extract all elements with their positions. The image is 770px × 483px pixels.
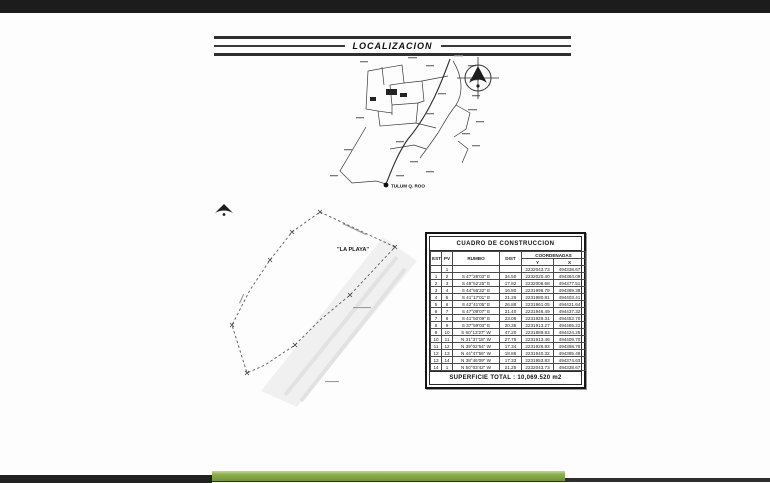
cell-pv: 13 bbox=[442, 350, 453, 357]
table-row bbox=[431, 350, 586, 357]
table-row bbox=[431, 322, 586, 329]
location-dot-icon bbox=[384, 183, 389, 188]
cell-rumbo: S 41°50'09" E bbox=[453, 315, 500, 322]
col-y: Y bbox=[522, 259, 554, 266]
cell-pv: 14 bbox=[442, 357, 453, 364]
cell-y: 2231980.81 bbox=[522, 294, 554, 301]
cell-y: 2231946.49 bbox=[522, 308, 554, 315]
cell-dist: 47.20 bbox=[500, 329, 522, 336]
cell-rumbo: S 47°09'07" E bbox=[453, 308, 500, 315]
construction-table-title: CUADRO DE CONSTRUCCION bbox=[430, 237, 581, 251]
cell-x: 494398.78 bbox=[554, 343, 586, 350]
cell-est: 2 bbox=[431, 280, 442, 287]
cell-rumbo: N 38°46'09" W bbox=[453, 357, 500, 364]
cell-est: 5 bbox=[431, 301, 442, 308]
cell-y: 2232008.68 bbox=[522, 280, 554, 287]
col-coordenadas: COORDENADAS bbox=[522, 252, 586, 259]
table-row bbox=[431, 266, 586, 273]
table-row bbox=[431, 273, 586, 280]
cell-est: 3 bbox=[431, 287, 442, 294]
page-title: LOCALIZACION bbox=[352, 41, 433, 51]
cell-x: 494374.63 bbox=[554, 357, 586, 364]
cell-rumbo bbox=[453, 266, 500, 273]
cell-est: 1 bbox=[431, 273, 442, 280]
cell-x: 494364.09 bbox=[554, 273, 586, 280]
cell-est: 11 bbox=[431, 343, 442, 350]
cell-y: 2231961.05 bbox=[522, 301, 554, 308]
cell-y: 2231913.46 bbox=[522, 336, 554, 343]
cell-y: 2231926.93 bbox=[522, 343, 554, 350]
cell-rumbo: N 31°37'18" W bbox=[453, 336, 500, 343]
table-row bbox=[431, 315, 586, 322]
cell-y: 2232020.40 bbox=[522, 273, 554, 280]
construction-table bbox=[425, 232, 586, 389]
cell-y: 2231996.79 bbox=[522, 287, 554, 294]
coordinates-table bbox=[430, 251, 586, 371]
cell-rumbo: S 42°41'05" E bbox=[453, 301, 500, 308]
table-row bbox=[431, 329, 586, 336]
cell-pv: 6 bbox=[442, 301, 453, 308]
cell-dist: 18.86 bbox=[500, 350, 522, 357]
viewer-top-bar bbox=[0, 0, 770, 13]
cell-rumbo: S 44°56'32" E bbox=[453, 287, 500, 294]
cell-pv: 1 bbox=[442, 266, 453, 273]
cell-est: 6 bbox=[431, 308, 442, 315]
cell-pv: 5 bbox=[442, 294, 453, 301]
cell-y: 2232043.73 bbox=[522, 364, 554, 371]
banner-rule-top bbox=[214, 36, 571, 39]
col-pv: PV bbox=[442, 252, 453, 266]
cell-x: 494409.70 bbox=[554, 336, 586, 343]
cell-est: 14 bbox=[431, 364, 442, 371]
cell-pv: 8 bbox=[442, 315, 453, 322]
cell-dist: 21.25 bbox=[500, 364, 522, 371]
cell-dist: 26.88 bbox=[500, 301, 522, 308]
north-arrow-icon bbox=[215, 204, 233, 216]
table-row bbox=[431, 301, 586, 308]
cell-dist: 27.75 bbox=[500, 336, 522, 343]
construction-table-body bbox=[431, 266, 586, 371]
cell-rumbo: S 60°13'27" W bbox=[453, 329, 500, 336]
cell-pv: 2 bbox=[442, 273, 453, 280]
col-dist: DIST bbox=[500, 252, 522, 266]
cell-rumbo: S 37°59'03" E bbox=[453, 322, 500, 329]
cell-dist: 34.50 bbox=[500, 273, 522, 280]
viewer-bottom-bar-green bbox=[212, 471, 565, 481]
cell-rumbo: N 39°02'54" W bbox=[453, 343, 500, 350]
cell-est: 8 bbox=[431, 322, 442, 329]
cell-dist: 21.40 bbox=[500, 308, 522, 315]
tulum-label: TULUM Q. ROO bbox=[391, 183, 425, 189]
cell-rumbo: S 48°52'25" E bbox=[453, 280, 500, 287]
cell-x: 494421.64 bbox=[554, 301, 586, 308]
cell-rumbo: S 41°17'01" E bbox=[453, 294, 500, 301]
cell-x: 494452.70 bbox=[554, 315, 586, 322]
cell-dist: 21.26 bbox=[500, 294, 522, 301]
table-row bbox=[431, 336, 586, 343]
cell-dist: 20.35 bbox=[500, 322, 522, 329]
cell-pv: 11 bbox=[442, 336, 453, 343]
cell-x: 494424.25 bbox=[554, 329, 586, 336]
cell-pv: 1 bbox=[442, 364, 453, 371]
cell-x: 494389.38 bbox=[554, 287, 586, 294]
cell-y: 2231953.83 bbox=[522, 357, 554, 364]
cell-rumbo: N 44°47'56" W bbox=[453, 350, 500, 357]
cell-dist: 17.33 bbox=[500, 357, 522, 364]
table-row bbox=[431, 357, 586, 364]
col-rumbo: RUMBO bbox=[453, 252, 500, 266]
table-row bbox=[431, 280, 586, 287]
cell-est: 9 bbox=[431, 329, 442, 336]
cell-rumbo: N 50°03'42" W bbox=[453, 364, 500, 371]
cell-pv: 10 bbox=[442, 329, 453, 336]
cell-pv: 7 bbox=[442, 308, 453, 315]
cell-est: 12 bbox=[431, 350, 442, 357]
cell-dist: 17.82 bbox=[500, 280, 522, 287]
town-blocks bbox=[370, 89, 407, 101]
map-annotation-marks bbox=[330, 55, 484, 176]
cell-x: 494338.67 bbox=[554, 266, 586, 273]
cell-pv: 4 bbox=[442, 287, 453, 294]
coastal-road bbox=[420, 61, 461, 158]
col-est: EST bbox=[431, 252, 442, 266]
cell-dist: 17.34 bbox=[500, 343, 522, 350]
cell-x: 494403.41 bbox=[554, 294, 586, 301]
cell-est: 10 bbox=[431, 336, 442, 343]
table-row bbox=[431, 364, 586, 371]
cell-pv: 3 bbox=[442, 280, 453, 287]
table-row bbox=[431, 287, 586, 294]
cell-dist: 16.80 bbox=[500, 287, 522, 294]
cell-x: 494377.51 bbox=[554, 280, 586, 287]
cell-pv: 9 bbox=[442, 322, 453, 329]
cell-dist bbox=[500, 266, 522, 273]
cell-rumbo: S 47°28'03" E bbox=[453, 273, 500, 280]
cell-est: 13 bbox=[431, 357, 442, 364]
cell-x: 494465.22 bbox=[554, 322, 586, 329]
table-row bbox=[431, 343, 586, 350]
superficie-total: SUPERFICIE TOTAL : 10,069.520 m2 bbox=[430, 371, 581, 384]
location-map bbox=[330, 53, 515, 203]
table-row bbox=[431, 294, 586, 301]
cell-est: 4 bbox=[431, 294, 442, 301]
viewer-bottom-bar-dark bbox=[0, 475, 212, 483]
site-plan bbox=[205, 195, 435, 407]
cell-est: 7 bbox=[431, 315, 442, 322]
col-x: X bbox=[554, 259, 586, 266]
cell-x: 494385.49 bbox=[554, 350, 586, 357]
table-row bbox=[431, 308, 586, 315]
banner-line-right bbox=[441, 45, 572, 48]
cell-x: 494437.32 bbox=[554, 308, 586, 315]
cell-y: 2231929.31 bbox=[522, 315, 554, 322]
cell-dist: 23.06 bbox=[500, 315, 522, 322]
cell-x: 494338.67 bbox=[554, 364, 586, 371]
cell-y: 2231889.83 bbox=[522, 329, 554, 336]
tulum-marker bbox=[384, 183, 426, 189]
cell-y: 2231940.32 bbox=[522, 350, 554, 357]
table-header-row bbox=[431, 252, 586, 259]
banner-line-left bbox=[214, 45, 345, 48]
cell-y: 2232043.73 bbox=[522, 266, 554, 273]
la-playa-label: "LA PLAYA" bbox=[337, 247, 370, 253]
cell-y: 2231913.27 bbox=[522, 322, 554, 329]
cell-pv: 12 bbox=[442, 343, 453, 350]
cell-est bbox=[431, 266, 442, 273]
compass-rose-icon bbox=[457, 57, 499, 99]
